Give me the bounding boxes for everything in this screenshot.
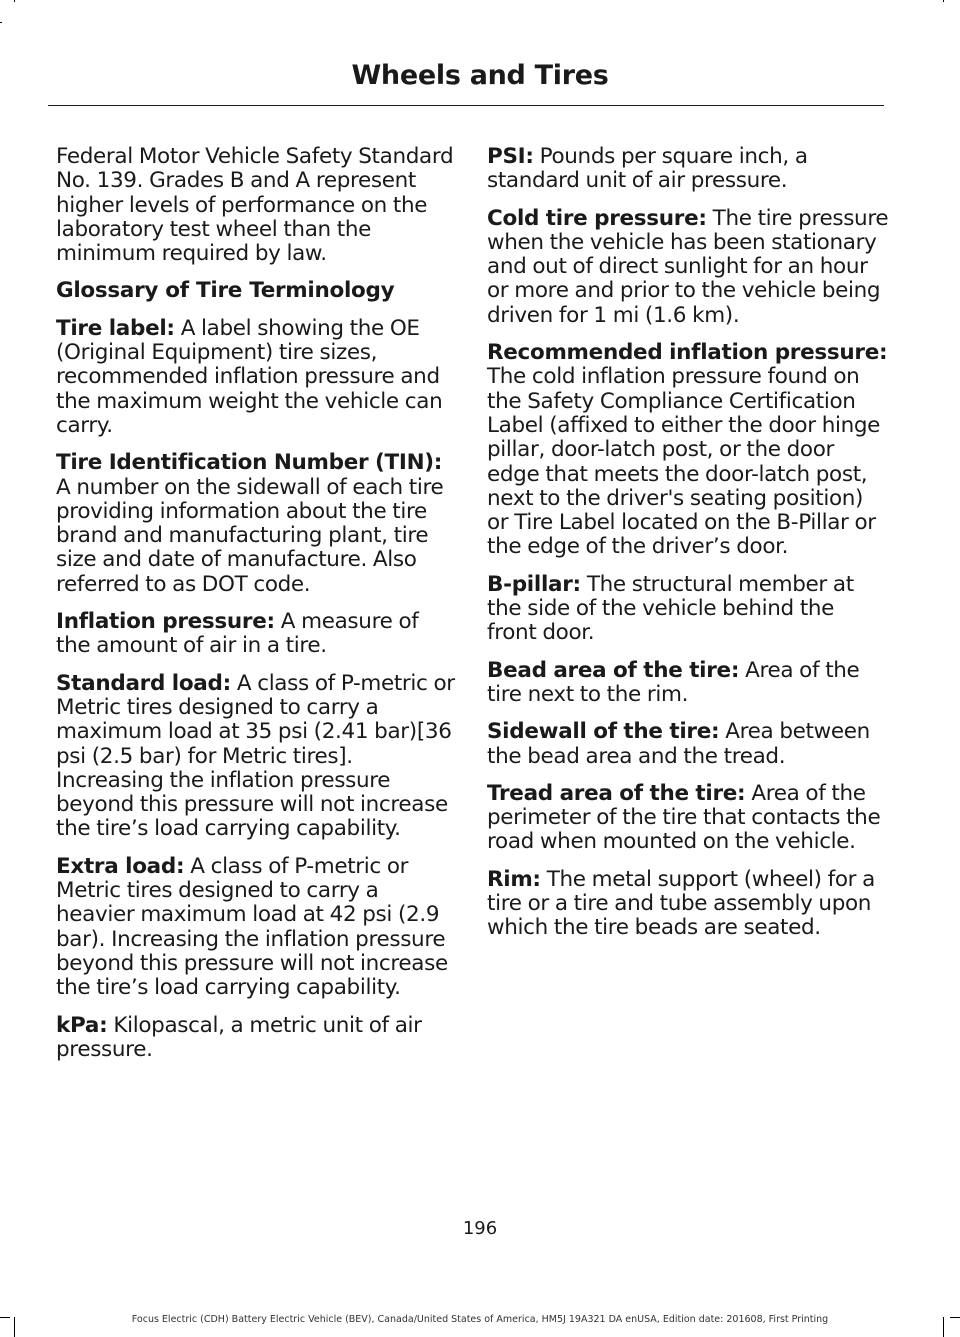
glossary-definition: A measure of the amount of air in a tire. bbox=[56, 609, 419, 659]
glossary-entry bbox=[487, 720, 889, 769]
glossary-term: Inflation pressure: bbox=[56, 609, 275, 635]
glossary-entry bbox=[487, 573, 889, 646]
glossary-term: Recommended inflation pressure: bbox=[487, 340, 888, 366]
glossary-definition: The cold inflation pressure found on the Safety Compliance Certification Label (affixed to either the door hinge pillar, door-latch post, or the door edge that meets the door-latch post, next to the driver's seating position) or Tire Label located on the B-Pillar or the edge of the driver’s door. bbox=[487, 364, 881, 560]
glossary-definition: A class of P-metric or Metric tires designed to carry a maximum load at 35 psi (2.41 bar)[36 psi (2.5 bar) for Metric tires]. Increasing the inflation pressure beyond this pressure will not increase the tire’s load carrying capability. bbox=[56, 670, 455, 842]
glossary-term: Sidewall of the tire: bbox=[487, 719, 720, 745]
glossary-heading: Glossary of Tire Terminology bbox=[56, 278, 395, 304]
glossary-entry bbox=[56, 451, 456, 597]
glossary-entry bbox=[487, 207, 889, 328]
right-column bbox=[487, 145, 889, 954]
glossary-term: Cold tire pressure: bbox=[487, 205, 707, 231]
glossary-entry bbox=[56, 855, 456, 1001]
glossary-entry bbox=[487, 782, 889, 855]
glossary-definition: The tire pressure when the vehicle has been stationary and out of direct sunlight for an hour or more and prior to the vehicle being driven for 1 mi (1.6 km). bbox=[487, 205, 889, 328]
glossary-term: PSI: bbox=[487, 144, 534, 169]
glossary-term: Rim: bbox=[487, 866, 541, 892]
intro-paragraph: Federal Motor Vehicle Safety Standard No. 139. Grades B and A represent higher levels of performance on the laboratory test wheel than the minimum required by law. bbox=[56, 144, 454, 267]
left-column bbox=[56, 145, 456, 1075]
glossary-definition: Area of the tire next to the rim. bbox=[487, 657, 860, 707]
footer-text: Focus Electric (CDH) Battery Electric Vehicle (BEV), Canada/United States of America, HM5J 19A321 DA enUSA, Edition date: 201608, First Printing bbox=[131, 1314, 829, 1325]
glossary-entry bbox=[487, 145, 889, 194]
glossary-definition: Area of the perimeter of the tire that contacts the road when mounted on the vehicle. bbox=[487, 780, 881, 855]
crop-mark-top-right bbox=[943, 0, 944, 2]
page-title: Wheels and Tires bbox=[351, 60, 609, 91]
glossary-definition: Area between the bead area and the tread. bbox=[487, 719, 870, 769]
glossary-definition: The metal support (wheel) for a tire or a tire and tube assembly upon which the tire beads are seated. bbox=[487, 866, 875, 941]
glossary-definition: A number on the sidewall of each tire providing information about the tire brand and manufacturing plant, tire size and date of manufacture. Also referred to as DOT code. bbox=[56, 474, 444, 597]
crop-mark-top-left bbox=[0, 22, 2, 23]
glossary-term: Bead area of the tire: bbox=[487, 657, 740, 683]
glossary-term: Standard load: bbox=[56, 670, 231, 696]
glossary-term: Tread area of the tire: bbox=[487, 780, 746, 806]
page-number: 196 bbox=[462, 1218, 498, 1239]
glossary-term: Tire label: bbox=[56, 315, 175, 341]
glossary-definition: Pounds per square inch, a standard unit of air pressure. bbox=[487, 144, 808, 194]
header-divider bbox=[48, 105, 884, 106]
glossary-entry bbox=[56, 1014, 456, 1063]
glossary-term: Extra load: bbox=[56, 853, 185, 879]
glossary-entry bbox=[56, 317, 456, 438]
crop-mark-top-left-vertical bbox=[14, 0, 15, 2]
glossary-entry bbox=[56, 610, 456, 659]
glossary-entry bbox=[487, 341, 889, 560]
glossary-term: B-pillar: bbox=[487, 571, 581, 597]
glossary-definition: The structural member at the side of the vehicle behind the front door. bbox=[487, 571, 854, 646]
glossary-term: Tire Identification Number (TIN): bbox=[56, 450, 443, 476]
glossary-entry bbox=[56, 672, 456, 842]
glossary-definition: Kilopascal, a metric unit of air pressure. bbox=[56, 1012, 422, 1062]
glossary-entry bbox=[487, 868, 889, 941]
glossary-definition: A class of P-metric or Metric tires designed to carry a heavier maximum load at 42 psi (2.9 bar). Increasing the inflation pressure beyond this pressure will not increase the tire’s load carrying capability. bbox=[56, 853, 448, 1001]
glossary-entry bbox=[487, 659, 889, 708]
glossary-term: kPa: bbox=[56, 1012, 108, 1038]
glossary-definition: A label showing the OE (Original Equipment) tire sizes, recommended inflation pressure and the maximum weight the vehicle can carry. bbox=[56, 315, 443, 438]
